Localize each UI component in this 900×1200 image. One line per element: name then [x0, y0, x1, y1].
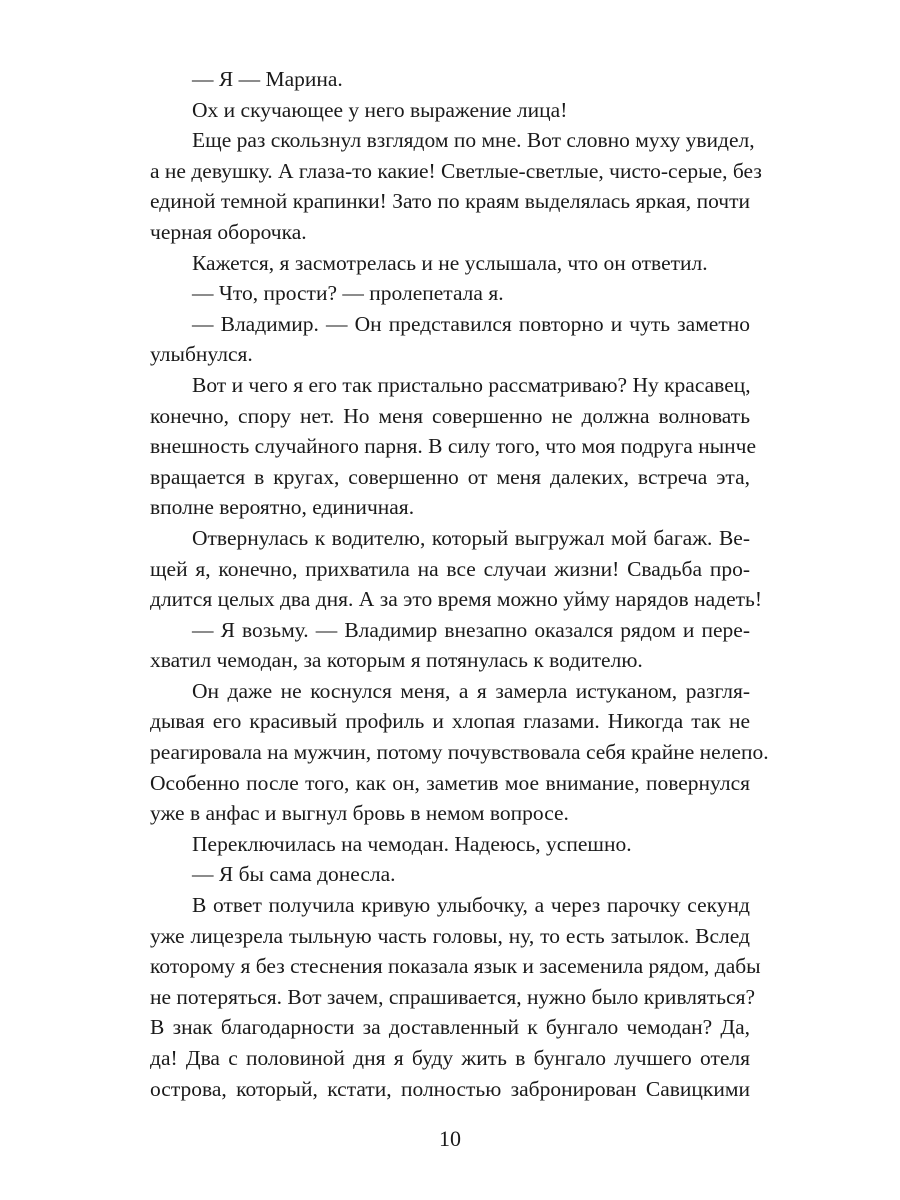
- text-line: улыбнулся.: [150, 342, 253, 367]
- text-line: черная оборочка.: [150, 219, 307, 244]
- text-line: — Я — Марина.: [192, 67, 343, 91]
- text-line: Кажется, я засмотрелась и не услышала, что он ответил.: [192, 250, 708, 275]
- text-line: — Я бы сама донесла.: [192, 862, 396, 887]
- text-line: Еще раз скользнул взглядом по мне. Вот словно муху увидел,: [192, 128, 755, 153]
- text-line: да! Два с половиной дня я буду жить в бунгало лучшего отеля: [150, 1046, 750, 1070]
- text-line: Переключилась на чемодан. Надеюсь, успешно.: [192, 831, 632, 856]
- page-body: [150, 64, 769, 1104]
- paragraph: [150, 248, 750, 279]
- text-line: которому я без стеснения показала язык и засеменила рядом, дабы: [150, 954, 761, 979]
- text-line: Вот и чего я его так пристально рассматриваю? Ну красавец,: [192, 372, 751, 397]
- paragraph: [150, 278, 750, 309]
- text-line: вполне вероятно, единичная.: [150, 495, 415, 520]
- paragraph: [150, 309, 750, 370]
- text-line: щей я, конечно, прихватила на все случаи жизни! Свадьба про-: [150, 556, 750, 581]
- text-line: уже лицезрела тыльную часть головы, ну, то есть затылок. Вслед: [150, 923, 750, 948]
- text-line: длится целых два дня. А за это время можно уйму нарядов надеть!: [150, 587, 762, 612]
- text-line: острова, который, кстати, полностью забронирован Савицкими: [150, 1076, 750, 1101]
- text-line: В ответ получила кривую улыбочку, а через парочку секунд: [192, 893, 750, 918]
- text-line: конечно, спору нет. Но меня совершенно не должна волновать: [150, 403, 750, 428]
- text-line: дывая его красивый профиль и хлопая глазами. Никогда так не: [150, 709, 750, 734]
- paragraph: [150, 676, 769, 829]
- text-line: хватил чемодан, за которым я потянулась к водителю.: [150, 648, 643, 673]
- paragraph: [150, 64, 750, 95]
- paragraph: [150, 615, 750, 676]
- paragraph: [150, 890, 761, 1104]
- text-line: В знак благодарности за доставленный к бунгало чемодан? Да,: [150, 1015, 750, 1040]
- text-line: единой темной крапинки! Зато по краям выделялась яркая, почти: [150, 189, 750, 214]
- text-line: внешность случайного парня. В силу того, что моя подруга нынче: [150, 434, 757, 459]
- paragraph: [150, 125, 762, 247]
- paragraph: [150, 523, 762, 615]
- text-line: уже в анфас и выгнул бровь в немом вопросе.: [150, 801, 569, 826]
- text-line: Он даже не коснулся меня, а я замерла истуканом, разгля-: [192, 678, 750, 703]
- text-line: — Я возьму. — Владимир внезапно оказался рядом и пере-: [192, 617, 750, 642]
- paragraph: [150, 370, 757, 523]
- text-line: Ох и скучающее у него выражение лица!: [192, 97, 568, 122]
- paragraph: [150, 95, 750, 126]
- text-line: — Что, прости? — пролепетала я.: [192, 281, 504, 306]
- text-line: вращается в кругах, совершенно от меня далеких, встреча эта,: [150, 464, 750, 489]
- page-number: 10: [439, 1126, 461, 1151]
- text-line: не потеряться. Вот зачем, спрашивается, нужно было кривляться?: [150, 984, 756, 1009]
- text-line: реагировала на мужчин, потому почувствовала себя крайне нелепо.: [150, 740, 769, 765]
- paragraph: [150, 829, 750, 860]
- text-line: а не девушку. А глаза-то какие! Светлые-светлые, чисто-серые, без: [150, 158, 762, 183]
- text-line: — Владимир. — Он представился повторно и чуть заметно: [192, 311, 750, 336]
- text-line: Особенно после того, как он, заметив мое внимание, повернулся: [150, 770, 750, 795]
- paragraph: [150, 859, 750, 890]
- text-line: Отвернулась к водителю, который выгружал мой багаж. Ве-: [192, 525, 750, 550]
